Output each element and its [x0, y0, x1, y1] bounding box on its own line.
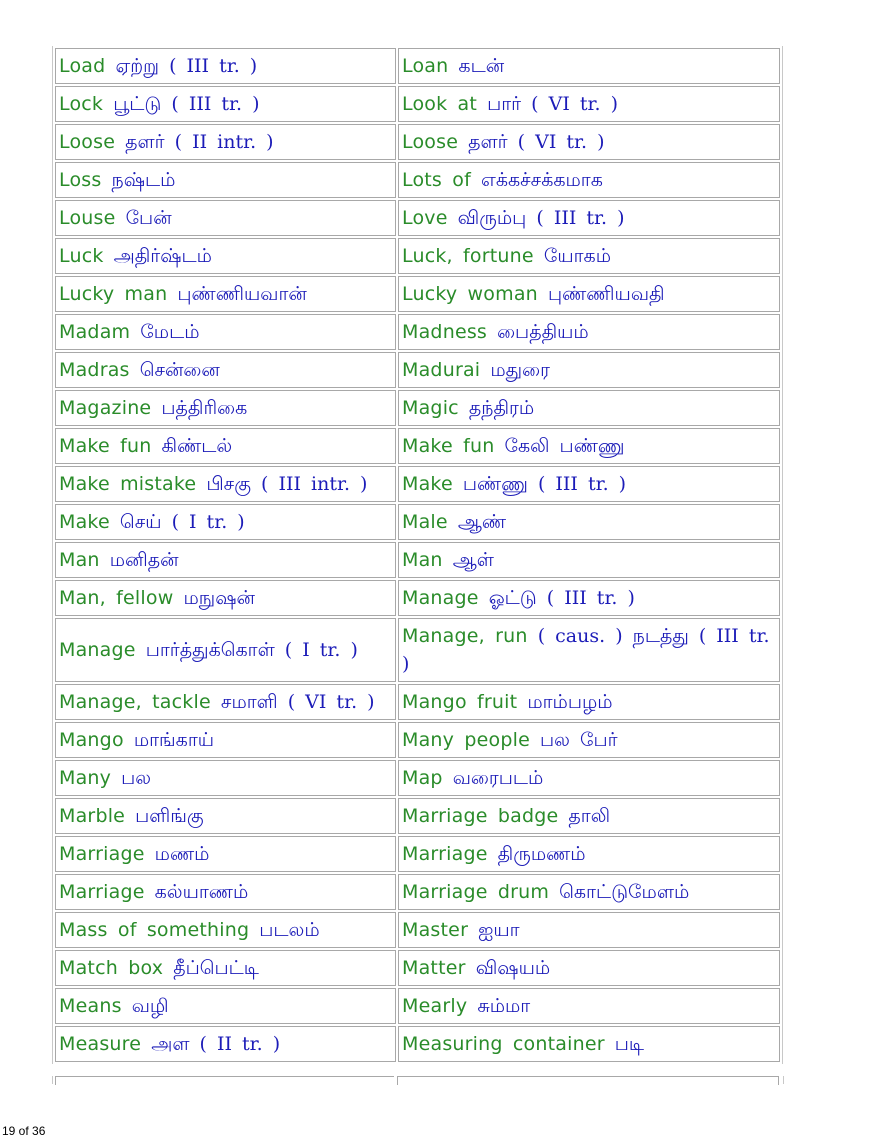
entry-left: [55, 684, 396, 720]
english-word: Make fun: [402, 435, 495, 457]
table-row: [55, 428, 780, 464]
entry-right: [398, 466, 780, 502]
tamil-word: பார்: [487, 93, 522, 115]
entry-right: [398, 124, 780, 160]
english-word: Loose: [59, 131, 116, 153]
entry-left: [55, 912, 396, 948]
table-row: [55, 48, 780, 84]
entry-right: [398, 836, 780, 872]
english-word: Manage: [59, 639, 136, 661]
entry-right: [398, 950, 780, 986]
table-row: [55, 798, 780, 834]
english-word: Marble: [59, 805, 126, 827]
english-word: Madras: [59, 359, 130, 381]
tamil-word: மணம்: [154, 843, 210, 865]
entry-left: [55, 504, 396, 540]
english-word: Mango fruit: [402, 691, 518, 713]
entry-right: [398, 1026, 780, 1062]
table-row: [55, 504, 780, 540]
entry-left: [55, 48, 396, 84]
table-row: [55, 760, 780, 796]
entry-right: [398, 352, 780, 388]
grammar-note: ( VI tr. ): [517, 131, 605, 153]
tamil-word: மனிதன்: [109, 549, 179, 571]
tamil-word: திருமணம்: [497, 843, 586, 865]
english-word: Means: [59, 995, 122, 1017]
english-word: Mass of something: [59, 919, 250, 941]
english-word: Marriage badge: [402, 805, 559, 827]
table-row: [55, 390, 780, 426]
tamil-word: ஏற்று: [115, 55, 160, 77]
entry-right: [398, 798, 780, 834]
english-word: Man: [59, 549, 100, 571]
table-row: [55, 912, 780, 948]
entry-right: [398, 580, 780, 616]
table-row: [55, 722, 780, 758]
entry-left: [55, 276, 396, 312]
tamil-word: படி: [614, 1033, 645, 1055]
grammar-note: ( I tr. ): [284, 639, 358, 661]
tamil-word: புண்ணியவதி: [547, 283, 665, 305]
table-row: [55, 86, 780, 122]
english-word: Love: [402, 207, 448, 229]
english-word: Load: [59, 55, 106, 77]
table-row: [55, 238, 780, 274]
tamil-word: தளர்: [125, 131, 165, 153]
entry-left: [55, 314, 396, 350]
grammar-note: ( III tr. ): [546, 587, 635, 609]
table-bottom-edge: [52, 1076, 784, 1084]
tamil-word: மேடம்: [140, 321, 200, 343]
tamil-word: விரும்பு: [457, 207, 527, 229]
tamil-word: தீப்பெட்டி: [173, 957, 259, 979]
english-word: Measure: [59, 1033, 142, 1055]
entry-left: [55, 124, 396, 160]
english-word: Louse: [59, 207, 116, 229]
tamil-word: சும்மா: [477, 995, 531, 1017]
tamil-word: புண்ணியவான்: [177, 283, 307, 305]
tamil-word: சென்னை: [139, 359, 220, 381]
entry-left: [55, 722, 396, 758]
entry-right: [398, 618, 780, 682]
english-word: Loan: [402, 55, 449, 77]
tamil-word: யோகம்: [543, 245, 611, 267]
english-word: Manage, run: [402, 625, 528, 647]
english-word: Marriage: [59, 881, 145, 903]
entry-left: [55, 1026, 396, 1062]
english-word: Man: [402, 549, 443, 571]
tamil-word: மாங்காய்: [133, 729, 215, 751]
table-row: [55, 580, 780, 616]
grammar-note: ( III tr. ): [537, 473, 627, 495]
tamil-word: படலம்: [259, 919, 320, 941]
tamil-word: அள: [151, 1033, 190, 1055]
page-number: 19 of 36: [2, 1124, 46, 1138]
entry-right: [398, 86, 780, 122]
tamil-word: நஷ்டம்: [111, 169, 176, 191]
entry-left: [55, 86, 396, 122]
table-row: [55, 836, 780, 872]
entry-left: [55, 238, 396, 274]
table-row: [55, 542, 780, 578]
english-word: Marriage: [402, 843, 488, 865]
tamil-word: ஆண்: [457, 511, 507, 533]
table-row: [55, 1026, 780, 1062]
grammar-note: ( III intr. ): [261, 473, 368, 495]
tamil-word: வழி: [131, 995, 169, 1017]
entry-left: [55, 542, 396, 578]
english-word: Lucky woman: [402, 283, 538, 305]
tamil-word: பத்திரிகை: [161, 397, 248, 419]
entry-left: [55, 874, 396, 910]
grammar-note: ( II tr. ): [199, 1033, 281, 1055]
table-row: [55, 124, 780, 160]
english-word: Make fun: [59, 435, 152, 457]
grammar-note: ( VI tr. ): [531, 93, 618, 115]
table-row: [55, 466, 780, 502]
english-word: Madurai: [402, 359, 481, 381]
english-word: Luck, fortune: [402, 245, 534, 267]
tamil-word: மதுரை: [490, 359, 550, 381]
entry-right: [398, 428, 780, 464]
grammar-note: ( III tr. ): [171, 93, 260, 115]
tamil-word: ஆள்: [452, 549, 494, 571]
table-row: [55, 684, 780, 720]
table-row: [55, 200, 780, 236]
tamil-word: மநுஷன்: [183, 587, 255, 609]
entry-right: [398, 314, 780, 350]
tamil-word: ஓட்டு: [488, 587, 537, 609]
english-word: Loss: [59, 169, 102, 191]
english-word: Madness: [402, 321, 488, 343]
entry-left: [55, 162, 396, 198]
entry-left: [55, 352, 396, 388]
tamil-word: கேலி பண்ணு: [504, 435, 625, 457]
english-word: Man, fellow: [59, 587, 174, 609]
entry-right: [398, 200, 780, 236]
entry-right: [398, 276, 780, 312]
tamil-word: ஐயா: [478, 919, 520, 941]
english-word: Make mistake: [59, 473, 197, 495]
english-word: Lucky man: [59, 283, 168, 305]
tamil-word: தந்திரம்: [468, 397, 535, 419]
table-row: [55, 988, 780, 1024]
tamil-word: அதிர்ஷ்டம்: [113, 245, 212, 267]
table-row: [55, 950, 780, 986]
grammar-note: ( I tr. ): [171, 511, 245, 533]
entry-left: [55, 836, 396, 872]
table-row: [55, 618, 780, 682]
grammar-note: ( III tr. ): [169, 55, 258, 77]
table-row: [55, 352, 780, 388]
english-word: Magazine: [59, 397, 152, 419]
table-row: [55, 314, 780, 350]
tamil-word: எக்கச்சக்கமாக: [481, 169, 603, 191]
entry-left: [55, 580, 396, 616]
entry-left: [55, 760, 396, 796]
entry-right: [398, 874, 780, 910]
entry-right: [398, 722, 780, 758]
dictionary-body: [55, 48, 780, 1062]
entry-right: [398, 542, 780, 578]
english-word: Loose: [402, 131, 459, 153]
grammar-note: ( caus. ) நடத்து ( III tr. ): [402, 625, 770, 675]
entry-left: [55, 798, 396, 834]
tamil-word: வரைபடம்: [452, 767, 544, 789]
tamil-word: கடன்: [458, 55, 505, 77]
english-word: Manage: [402, 587, 479, 609]
english-word: Mango: [59, 729, 124, 751]
english-word: Manage, tackle: [59, 691, 211, 713]
english-word: Make: [59, 511, 110, 533]
entry-left: [55, 466, 396, 502]
tamil-word: கிண்டல்: [161, 435, 233, 457]
entry-right: [398, 684, 780, 720]
english-word: Many: [59, 767, 112, 789]
english-word: Magic: [402, 397, 459, 419]
grammar-note: ( II intr. ): [174, 131, 274, 153]
english-word: Measuring container: [402, 1033, 605, 1055]
english-word: Madam: [59, 321, 131, 343]
table-row: [55, 874, 780, 910]
tamil-word: பைத்தியம்: [497, 321, 589, 343]
grammar-note: ( VI tr. ): [287, 691, 375, 713]
entry-right: [398, 912, 780, 948]
grammar-note: ( III tr. ): [536, 207, 625, 229]
english-word: Lock: [59, 93, 104, 115]
entry-left: [55, 950, 396, 986]
tamil-word: செய்: [119, 511, 162, 533]
entry-right: [398, 504, 780, 540]
tamil-word: கொட்டுமேளம்: [559, 881, 690, 903]
english-word: Many people: [402, 729, 530, 751]
entry-right: [398, 760, 780, 796]
english-word: Male: [402, 511, 448, 533]
english-word: Marriage: [59, 843, 145, 865]
english-word: Luck: [59, 245, 104, 267]
tamil-word: சமாளி: [220, 691, 278, 713]
tamil-word: பண்ணு: [462, 473, 528, 495]
tamil-word: பிசகு: [206, 473, 251, 495]
entry-left: [55, 390, 396, 426]
entry-right: [398, 48, 780, 84]
tamil-word: பல பேர்: [540, 729, 618, 751]
tamil-word: பளிங்கு: [135, 805, 204, 827]
entry-right: [398, 390, 780, 426]
tamil-word: கல்யாணம்: [154, 881, 249, 903]
english-word: Lots of: [402, 169, 471, 191]
table-row: [55, 162, 780, 198]
tamil-word: பேன்: [125, 207, 172, 229]
tamil-word: தாலி: [568, 805, 611, 827]
english-word: Mearly: [402, 995, 468, 1017]
tamil-word: பூட்டு: [113, 93, 162, 115]
tamil-word: தளர்: [468, 131, 508, 153]
table-row: [55, 276, 780, 312]
english-word: Marriage drum: [402, 881, 550, 903]
english-word: Map: [402, 767, 443, 789]
tamil-word: பல: [121, 767, 152, 789]
entry-right: [398, 238, 780, 274]
english-word: Matter: [402, 957, 466, 979]
tamil-word: மாம்பழம்: [527, 691, 613, 713]
english-word: Make: [402, 473, 453, 495]
tamil-word: விஷயம்: [475, 957, 551, 979]
entry-left: [55, 200, 396, 236]
entry-right: [398, 162, 780, 198]
entry-left: [55, 618, 396, 682]
dictionary-table: [52, 46, 783, 1064]
english-word: Look at: [402, 93, 478, 115]
entry-left: [55, 988, 396, 1024]
english-word: Match box: [59, 957, 164, 979]
english-word: Master: [402, 919, 469, 941]
tamil-word: பார்த்துக்கொள்: [145, 639, 275, 661]
entry-right: [398, 988, 780, 1024]
entry-left: [55, 428, 396, 464]
